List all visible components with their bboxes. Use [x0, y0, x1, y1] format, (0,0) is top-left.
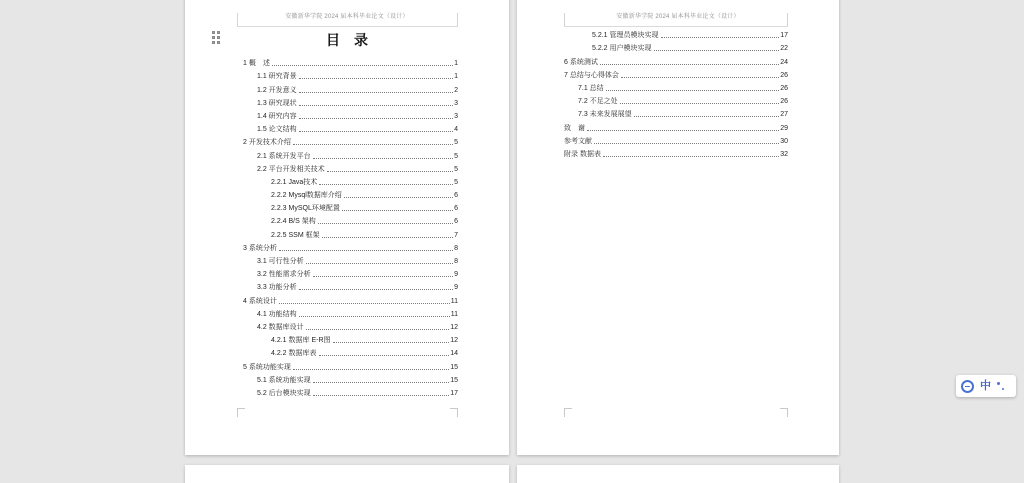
toc-entry-page-number: 29 — [780, 124, 788, 132]
toc-entry-text: 参考文献 — [564, 137, 592, 145]
toc-entry-text: 2 开发技术介绍 — [243, 139, 291, 147]
toc-dot-leader — [661, 37, 780, 38]
toc-entry[interactable] — [564, 68, 788, 81]
toc-entry[interactable] — [564, 41, 788, 54]
toc-entry-text: 5.1 系统功能实现 — [257, 376, 311, 384]
page-header-text: 安徽新华学院 2024 届本科毕业论文（设计） — [616, 14, 740, 20]
toc-entry-text: 2.2.4 B/S 架构 — [271, 218, 316, 226]
toc-entry[interactable] — [243, 333, 458, 346]
page-4-partial[interactable] — [517, 465, 839, 483]
toc-entry-text: 6 系统测试 — [564, 58, 598, 66]
ime-toolbar[interactable] — [956, 375, 1016, 397]
toc-entry-page-number: 24 — [780, 58, 788, 66]
header-boundary-mark-right — [787, 13, 788, 26]
toc-entry-page-number: 32 — [780, 150, 788, 158]
page-3-partial[interactable] — [185, 465, 509, 483]
toc-entry[interactable] — [564, 28, 788, 41]
ime-dots-icon[interactable] — [997, 380, 1005, 392]
toc-dot-leader — [306, 263, 453, 264]
toc-entry-text: 1.1 研究背景 — [257, 73, 297, 81]
toc-dot-leader — [594, 143, 779, 144]
toc-dot-leader — [306, 329, 450, 330]
toc-entry-page-number: 9 — [454, 271, 458, 279]
toc-entry[interactable] — [243, 56, 458, 69]
toc-entry[interactable] — [243, 82, 458, 95]
toc-entry-text: 1.3 研究现状 — [257, 99, 297, 107]
toc-entry[interactable] — [243, 227, 458, 240]
toc-entry-text: 2.1 系统开发平台 — [257, 152, 311, 160]
toc-entry-text: 3.3 功能分析 — [257, 284, 297, 292]
toc-dot-leader — [293, 144, 453, 145]
toc-entry[interactable] — [564, 81, 788, 94]
toc-entry-text: 4.1 功能结构 — [257, 310, 297, 318]
toc-entry-page-number: 6 — [454, 218, 458, 226]
toc-entry-text: 5 系统功能实现 — [243, 363, 291, 371]
toc-entry-page-number: 8 — [454, 244, 458, 252]
header-boundary-mark-right — [457, 13, 458, 26]
toc-entry-text: 3.2 性能需求分析 — [257, 271, 311, 279]
header-rule — [237, 26, 458, 27]
toc-dot-leader — [319, 184, 453, 185]
toc-entry[interactable] — [243, 175, 458, 188]
toc-entry-text: 附录 数据表 — [564, 150, 601, 158]
toc-entry-text: 5.2.2 用户模块实现 — [592, 45, 652, 53]
toc-entry-page-number: 26 — [780, 98, 788, 106]
toc-dot-leader — [293, 369, 449, 370]
toc-entry-page-number: 11 — [450, 310, 458, 318]
ime-language-mode-button[interactable]: 中 — [980, 380, 991, 392]
toc-entry[interactable] — [243, 201, 458, 214]
toc-entry[interactable] — [243, 346, 458, 359]
toc-entry-page-number: 4 — [454, 126, 458, 134]
toc-entry-page-number: 8 — [454, 258, 458, 265]
toc-dot-leader — [299, 105, 453, 106]
page-header-text: 安徽新华学院 2024 届本科毕业论文（设计） — [285, 14, 409, 20]
toc-list-page-1 — [243, 56, 458, 399]
toc-entry[interactable] — [243, 109, 458, 122]
toc-dot-leader — [603, 156, 779, 157]
toc-dot-leader — [299, 316, 450, 317]
toc-entry-page-number: 9 — [454, 284, 458, 292]
toc-title[interactable]: 目 录 — [326, 34, 368, 49]
toc-entry-page-number: 30 — [780, 137, 788, 145]
toc-entry[interactable] — [243, 359, 458, 372]
toc-dot-leader — [319, 355, 450, 356]
toc-entry-page-number: 17 — [780, 32, 788, 40]
toc-dot-leader — [333, 342, 450, 343]
toc-dot-leader — [587, 130, 779, 131]
toc-entry-text: 1.4 研究内容 — [257, 112, 297, 120]
toc-entry-page-number: 1 — [454, 73, 458, 81]
toc-dot-leader — [606, 90, 780, 91]
toc-entry[interactable] — [243, 188, 458, 201]
header-rule — [564, 26, 788, 27]
toc-entry-text: 1.5 论文结构 — [257, 126, 297, 134]
toc-entry-page-number: 3 — [454, 112, 458, 120]
toc-entry-page-number: 7 — [454, 231, 458, 239]
toc-entry[interactable] — [243, 293, 458, 306]
toc-dot-leader — [299, 78, 453, 79]
toc-entry-text: 7.2 不足之处 — [578, 98, 618, 106]
toc-entry[interactable] — [564, 134, 788, 147]
toc-entry-text: 2.2.1 Java技术 — [271, 178, 318, 186]
toc-entry-text: 2.2.3 MySQL环境配置 — [271, 205, 340, 213]
toc-entry-page-number: 6 — [454, 205, 458, 213]
toc-entry-text: 7.1 总结 — [578, 84, 604, 92]
toc-dot-leader — [344, 197, 453, 198]
toc-entry-text: 2.2 平台开发相关技术 — [257, 165, 325, 173]
toc-entry-page-number: 14 — [450, 350, 458, 358]
toc-entry-page-number: 2 — [454, 86, 458, 94]
toc-entry-page-number: 1 — [454, 60, 458, 68]
toc-dot-leader — [299, 118, 453, 119]
toc-entry-text: 1.2 开发意义 — [257, 86, 297, 94]
toc-entry-page-number: 11 — [450, 297, 458, 305]
toc-entry[interactable] — [243, 214, 458, 227]
toc-entry[interactable] — [243, 96, 458, 109]
toc-entry[interactable] — [243, 254, 458, 267]
toc-entry-page-number: 3 — [454, 99, 458, 107]
toc-entry[interactable] — [564, 147, 788, 160]
toc-dot-leader — [621, 77, 779, 78]
toc-entry-text: 7.3 未来发展展望 — [578, 111, 632, 119]
toc-dot-leader — [327, 171, 453, 172]
toc-entry[interactable] — [243, 162, 458, 175]
toc-entry-page-number: 12 — [450, 337, 458, 345]
toc-entry[interactable] — [243, 386, 458, 399]
toc-dot-leader — [299, 289, 453, 290]
toc-entry-text: 致 谢 — [564, 124, 585, 132]
toc-entry-page-number: 15 — [450, 376, 458, 384]
toc-entry[interactable] — [243, 69, 458, 82]
toc-entry-text: 4 系统设计 — [243, 297, 277, 305]
toc-dot-leader — [313, 276, 453, 277]
toc-entry-page-number: 26 — [780, 71, 788, 79]
footer-boundary-mark-right — [450, 408, 458, 417]
footer-boundary-mark-left — [564, 408, 572, 417]
toc-entry-page-number: 15 — [450, 363, 458, 371]
toc-entry[interactable] — [564, 54, 788, 67]
toc-dot-leader — [322, 237, 453, 238]
toc-entry-text: 2.2.2 Mysql数据库介绍 — [271, 192, 342, 200]
toc-entry-page-number: 12 — [450, 323, 458, 331]
toc-dot-leader — [634, 116, 780, 117]
footer-boundary-mark-right — [780, 408, 788, 417]
toc-entry[interactable] — [243, 122, 458, 135]
toc-dot-leader — [299, 131, 453, 132]
toc-entry-text: 5.2 后台模块实现 — [257, 389, 311, 397]
toc-entry[interactable] — [243, 241, 458, 254]
toc-entry[interactable] — [243, 148, 458, 161]
header-boundary-mark-left — [237, 13, 238, 26]
toc-dot-leader — [654, 50, 780, 51]
toc-entry[interactable] — [243, 280, 458, 293]
toc-entry[interactable] — [243, 373, 458, 386]
toc-entry-page-number: 5 — [454, 139, 458, 147]
toc-dot-leader — [272, 65, 453, 66]
toc-entry[interactable] — [243, 135, 458, 148]
toc-dot-leader — [313, 395, 450, 396]
toc-dot-leader — [620, 103, 780, 104]
toc-dot-leader — [279, 303, 450, 304]
toc-entry-text: 3.1 可行性分析 — [257, 258, 304, 265]
toc-entry-page-number: 5 — [454, 178, 458, 186]
toc-entry-text: 5.2.1 管理员模块实现 — [592, 32, 659, 40]
toc-entry-text: 4.2.2 数据库表 — [271, 350, 317, 358]
toc-entry-page-number: 26 — [780, 84, 788, 92]
toc-entry-page-number: 5 — [454, 165, 458, 173]
toc-entry[interactable] — [564, 120, 788, 133]
toc-entry[interactable] — [243, 307, 458, 320]
toc-entry-text: 1 概 述 — [243, 60, 270, 68]
toc-dot-leader — [313, 382, 450, 383]
toc-entry[interactable] — [243, 267, 458, 280]
toc-entry[interactable] — [243, 320, 458, 333]
footer-boundary-mark-left — [237, 408, 245, 417]
toc-dot-leader — [313, 158, 453, 159]
toc-dot-leader — [279, 250, 453, 251]
page-2[interactable] — [517, 0, 839, 455]
toc-entry-page-number: 22 — [780, 45, 788, 53]
toc-entry-page-number: 17 — [450, 389, 458, 397]
toc-list-page-2 — [564, 28, 788, 160]
toc-entry-text: 4.2.1 数据库 E-R图 — [271, 337, 331, 345]
toc-entry-page-number: 6 — [454, 192, 458, 200]
toc-entry-page-number: 27 — [780, 111, 788, 119]
toc-dot-leader — [342, 210, 453, 211]
toc-entry-text: 7 总结与心得体会 — [564, 71, 619, 79]
toc-dot-leader — [600, 64, 779, 65]
toc-entry-text: 4.2 数据库设计 — [257, 323, 304, 331]
ime-logo-icon[interactable] — [961, 380, 974, 393]
page-1[interactable] — [185, 0, 509, 455]
toc-entry[interactable] — [564, 94, 788, 107]
toc-dot-leader — [318, 223, 453, 224]
toc-entry[interactable] — [564, 107, 788, 120]
toc-dot-leader — [299, 92, 453, 93]
toc-entry-text: 3 系统分析 — [243, 244, 277, 252]
header-boundary-mark-left — [564, 13, 565, 26]
toc-entry-page-number: 5 — [454, 152, 458, 160]
toc-entry-text: 2.2.5 SSM 框架 — [271, 231, 320, 239]
